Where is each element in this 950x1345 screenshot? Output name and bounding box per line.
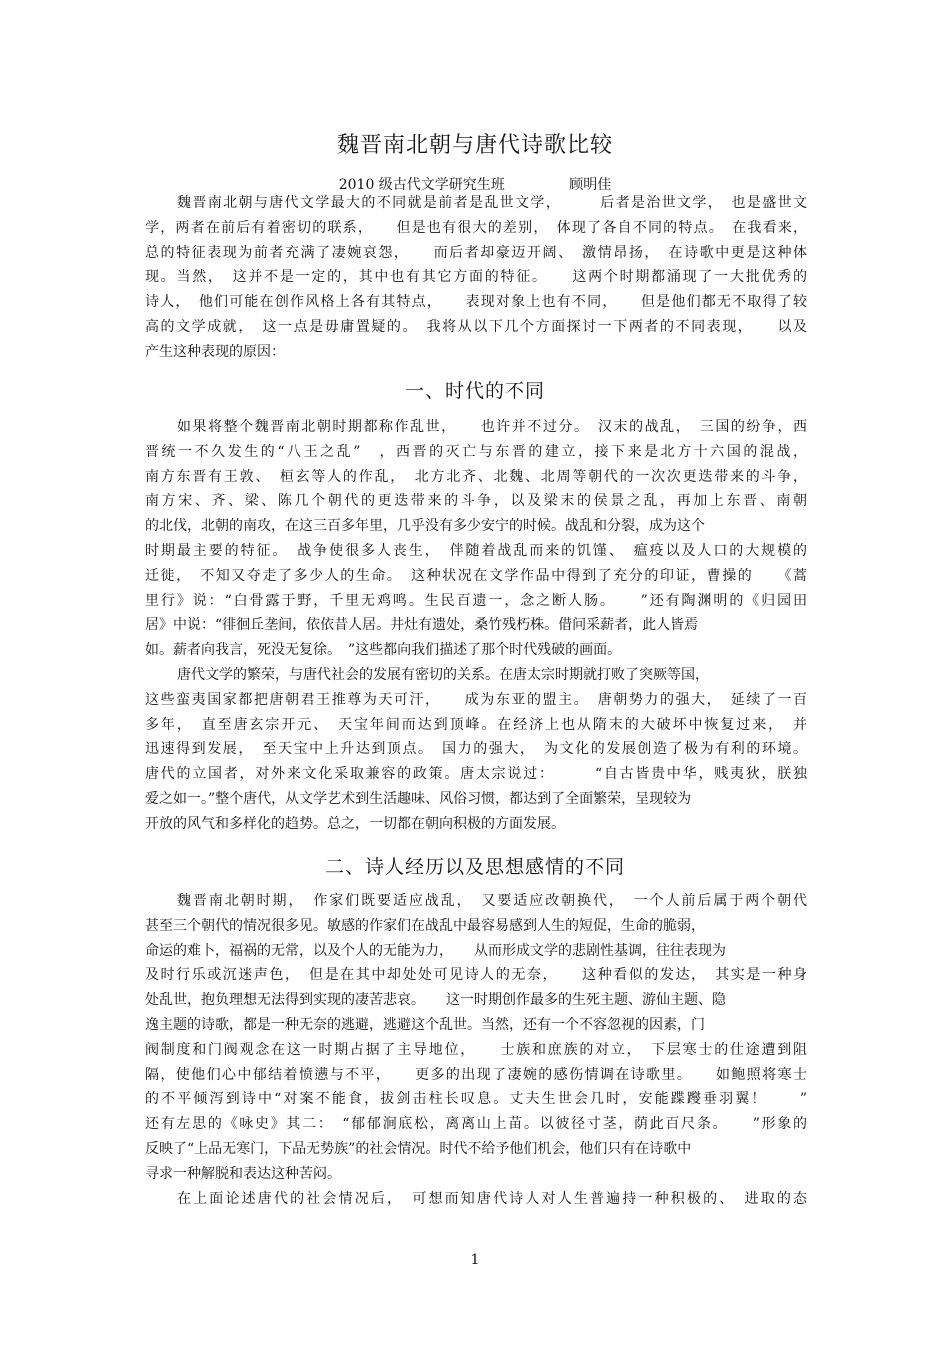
- text-line: 反映了“上品无寒门，下品无势族”的社会情况。时代不给予他们机会，他们只有在诗歌中: [145, 1140, 692, 1157]
- text-line: 迁徙， 不知又夺走了多少人的生命。 这种状况在文学作品中得到了充分的印证，曹操的 《蒿: [145, 567, 807, 584]
- text-line: 魏晋南北朝与唐代文学最大的不同就是前者是乱世文学， 后者是治世文学， 也是盛世文: [177, 195, 807, 211]
- text-line: 的北伐，北朝的南攻，在这三百多年里，几乎没有多少安宁的时候。战乱和分裂，成为这个: [145, 518, 705, 535]
- text-line: 唐代文学的繁荣，与唐代社会的发展有密切的关系。在唐太宗时期就打败了突厥等国，: [177, 667, 709, 683]
- text-line: 高的文学成就， 这一点是毋庸置疑的。 我将从以下几个方面探讨一下两者的不同表现， 以及: [145, 318, 807, 335]
- text-line: 产生这种表现的原因：: [145, 343, 285, 360]
- text-line: 总的特征表现为前者充满了凄婉哀怨， 而后者却豪迈开阔、 激情昂扬， 在诗歌中更是这种体: [145, 244, 807, 261]
- text-line: 寻求一种解脱和表达这种苦闷。: [145, 1165, 341, 1182]
- text-line: 在上面论述唐代的社会情况后， 可想而知唐代诗人对人生普遍持一种积极的、 进取的态: [177, 1191, 807, 1207]
- text-line: 诗人， 他们可能在创作风格上各有其特点， 表现对象上也有不同， 但是他们都无不取得了较: [145, 294, 807, 311]
- text-line: 迅速得到发展， 至天宝中上升达到顶点。 国力的强大， 为文化的发展创造了极为有利的环境。: [145, 741, 807, 758]
- text-line: 阀制度和门阀观念在这一时期占据了主导地位， 士族和庶族的对立， 下层寒士的仕途遭到阻: [145, 1041, 807, 1058]
- text-line: 命运的难卜，福祸的无常，以及个人的无能为力， 从而形成文学的悲剧性基调，往往表现为: [145, 942, 726, 959]
- text-line: 时期最主要的特征。 战争使很多人丧生， 伴随着战乱而来的饥馑、 瘟疫以及人口的大规模的: [145, 542, 807, 559]
- section-heading-2: 二、诗人经历以及思想感情的不同: [324, 856, 625, 878]
- text-line: 如。薪者向我言，死没无复徐。 ”这些都向我们描述了那个时代残破的画面。: [145, 642, 622, 659]
- section-heading-1: 一、时代的不同: [404, 380, 545, 402]
- text-line: 现。当然， 这并不是一定的，其中也有其它方面的特征。 这两个时期都涌现了一大批优秀的: [145, 269, 807, 286]
- text-line: 处乱世，抱负理想无法得到实现的凄苦悲哀。 这一时期创作最多的生死主题、游仙主题、隐: [145, 992, 726, 1009]
- section1-paragraph-1: [145, 415, 807, 663]
- text-line: 逸主题的诗歌，都是一种无奈的逃避，逃避这个乱世。当然，还有一个不容忽视的因素，门: [145, 1016, 705, 1033]
- text-line: 开放的风气和多样化的趋势。总之，一切都在朝向积极的方面发展。: [145, 815, 565, 832]
- text-line: 的不平倾泻到诗中“对案不能食，拔剑击柱长叹息。丈夫生世会几时，安能蹀躞垂羽翼！ ”: [145, 1091, 807, 1108]
- text-line: 魏晋南北朝时期， 作家们既要适应战乱， 又要适应改朝换代， 一个人前后属于两个朝代: [177, 893, 807, 909]
- text-line: 及时行乐或沉迷声色， 但是在其中却处处可见诗人的无奈， 这种看似的发达， 其实是一种身: [145, 967, 807, 984]
- text-line: 唐代的立国者，对外来文化采取兼容的政策。唐太宗说过： “自古皆贵中华，贱夷狄，朕独: [145, 766, 807, 783]
- class-info: 2010 级古代文学研究生班: [338, 177, 505, 193]
- section2-paragraph-1: [145, 889, 807, 1187]
- text-line: 里行》说：“白骨露于野，千里无鸡鸣。生民百遗一，念之断人肠。 ”还有陶渊明的《归园田: [145, 592, 807, 609]
- intro-paragraph: [145, 191, 807, 365]
- page-number: 1: [470, 1252, 480, 1268]
- text-line: 这些蛮夷国家都把唐朝君王推尊为天可汗， 成为东亚的盟主。 唐朝势力的强大， 延续了一百: [145, 691, 807, 708]
- text-line: 学，两者在前后有着密切的联系， 但是也有很大的差别， 体现了各自不同的特点。 在我看来，: [145, 219, 807, 236]
- author-name: 顾明佳: [569, 177, 612, 193]
- text-line: 居》中说：“徘徊丘垄间，依依昔人居。井灶有遗处，桑竹残朽株。借问采薪者，此人皆焉: [145, 617, 699, 634]
- document-title: 魏晋南北朝与唐代诗歌比较: [336, 133, 613, 158]
- text-line: 南方东晋有王敦、 桓玄等人的作乱， 北方北齐、北魏、北周等朝代的一次次更迭带来的斗争，: [145, 468, 807, 485]
- text-line: 隔，使他们心中郁结着愤懑与不平， 更多的出现了凄婉的感伤情调在诗歌里。 如鲍照将寒士: [145, 1066, 807, 1083]
- text-line: 南方宋、齐、梁、陈几个朝代的更迭带来的斗争，以及梁末的侯景之乱，再加上东晋、南朝: [145, 493, 807, 510]
- section1-paragraph-2: [145, 663, 807, 837]
- text-line: 爱之如一。”整个唐代，从文学艺术到生活趣味、风俗习惯，都达到了全面繁荣，呈现较为: [145, 790, 692, 807]
- text-line: 晋统一不久发生的“八王之乱” ，西晋的灭亡与东晋的建立，接下来是北方十六国的混战，: [145, 443, 807, 460]
- text-line: 还有左思的《咏史》其二： “郁郁涧底松，离离山上苗。以彼径寸茎，荫此百尺条。 ”形象的: [145, 1116, 807, 1133]
- section2-paragraph-2: [145, 1187, 807, 1212]
- text-line: 甚至三个朝代的情况很多见。敏感的作家们在战乱中最容易感到人生的短促，生命的脆弱，: [145, 917, 705, 934]
- text-line: 如果将整个魏晋南北朝时期都称作乱世， 也许并不过分。 汉末的战乱， 三国的纷争，西: [177, 419, 807, 435]
- text-line: 多年， 直至唐玄宗开元、 天宝年间而达到顶峰。在经济上也从隋末的大破坏中恢复过来， 并: [145, 716, 807, 733]
